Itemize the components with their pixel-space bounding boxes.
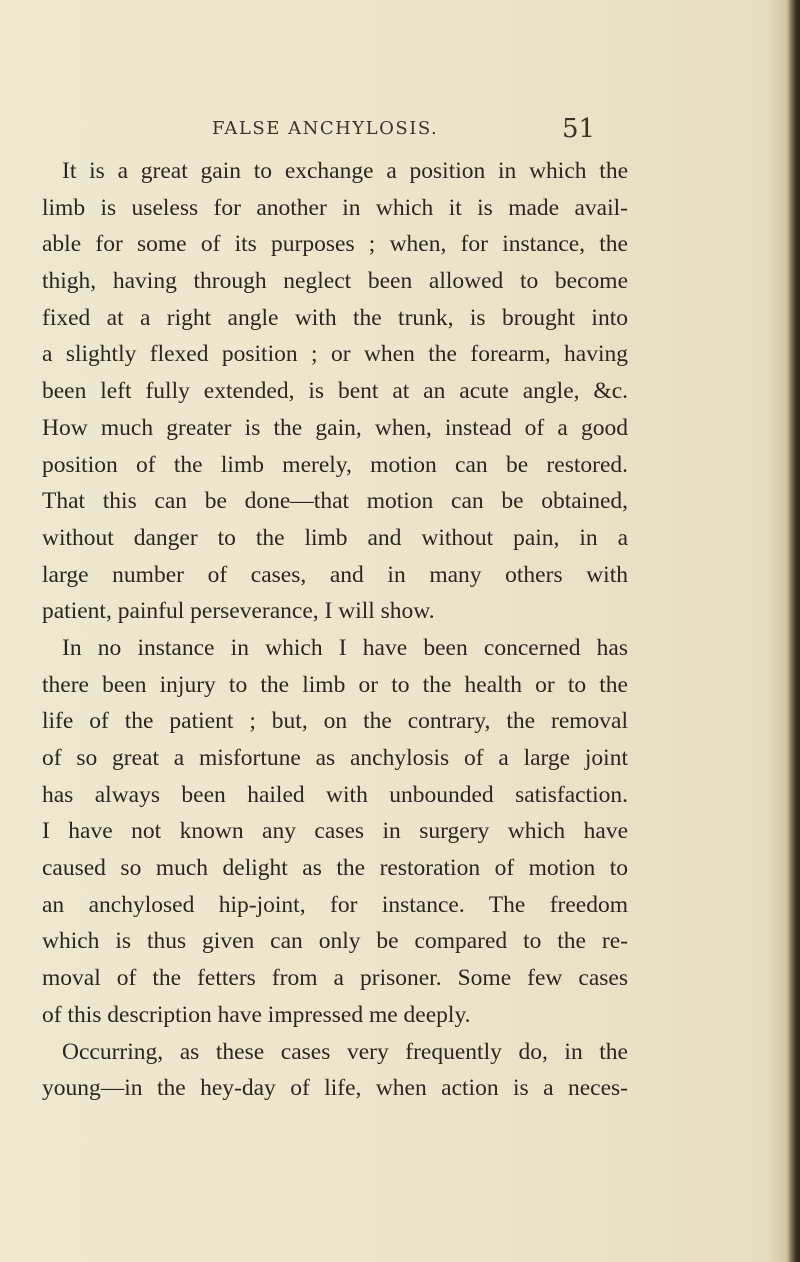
text-line: thigh, having through neglect been allowed to become [42,268,628,295]
page-number: 51 [562,114,596,144]
text-line: position of the limb merely, motion can be restored. [42,451,628,478]
page-edge-shadow [786,0,800,1262]
text-line: able for some of its purposes ; when, for instance, the [42,231,628,258]
text-line: life of the patient ; but, on the contrary, the removal [42,708,628,735]
text-line: without danger to the limb and without pain, in a [42,524,628,551]
text-line: young—in the hey-day of life, when action is a neces- [42,1075,628,1102]
text-line: moval of the fetters from a prisoner. Some few cases [42,965,628,992]
text-line: has always been hailed with unbounded satisfaction. [42,781,628,808]
text-line: That this can be done—that motion can be obtained, [42,488,628,515]
text-line: I have not known any cases in surgery which have [42,818,628,845]
text-line: In no instance in which I have been concerned has [62,634,628,661]
text-line: patient, painful perseverance, I will show. [42,598,435,625]
text-line: It is a great gain to exchange a position in which the [62,158,628,184]
text-line: caused so much delight as the restoration of motion to [42,855,628,882]
text-line: fixed at a right angle with the trunk, is brought into [42,304,628,331]
text-line: large number of cases, and in many others with [42,561,628,588]
text-line: been left fully extended, is bent at an acute angle, &c. [42,378,628,405]
text-line: a slightly flexed position ; or when the forearm, having [42,341,628,368]
text-line: limb is useless for another in which it is made avail- [42,194,628,221]
running-head [0,114,800,146]
text-line: How much greater is the gain, when, instead of a good [42,414,628,441]
text-line: of this description have impressed me deeply. [42,1001,471,1028]
text-line: an anchylosed hip-joint, for instance. The freedom [42,891,628,918]
running-title: FALSE ANCHYLOSIS. [212,118,439,139]
text-line: Occurring, as these cases very frequently do, in the [62,1038,628,1065]
text-line: of so great a misfortune as anchylosis of a large joint [42,745,628,771]
text-line: which is thus given can only be compared to the re- [42,928,628,955]
body-text [42,153,628,1107]
text-line: there been injury to the limb or to the health or to the [42,671,628,698]
